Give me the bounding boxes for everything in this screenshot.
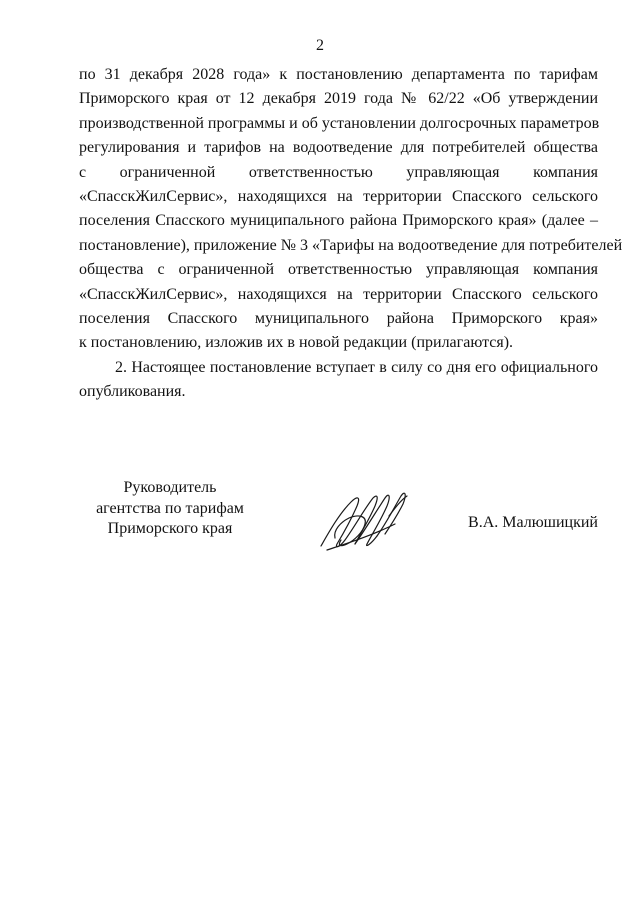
text-line: поселения Спасского муниципального района Приморского края» (далее – — [79, 212, 598, 230]
handwritten-signature — [315, 486, 415, 558]
text-line: к постановлению, изложив их в новой редакции (прилагаются). — [79, 334, 514, 352]
text-line: 2. Настоящее постановление вступает в силу со дня его официального — [115, 358, 598, 376]
text-line: с ограниченной ответственностью управляющая компания — [79, 163, 598, 181]
text-line: регулирования и тарифов на водоотведение для потребителей общества — [79, 139, 598, 157]
page-number: 2 — [316, 37, 324, 54]
text-line: Приморского края от 12 декабря 2019 года № 62/22 «Об утверждении — [79, 90, 598, 108]
signer-title-line: Руководитель — [123, 479, 217, 496]
text-line: постановление), приложение № 3 «Тарифы на водоотведение для потребителей — [79, 236, 623, 254]
signer-title-line: Приморского края — [107, 520, 233, 537]
text-line: «СпасскЖилСервис», находящихся на территории Спасского сельского — [79, 187, 598, 205]
text-line: опубликования. — [79, 383, 186, 401]
text-line: общества с ограниченной ответственностью управляющая компания — [79, 261, 598, 279]
text-line: по 31 декабря 2028 года» к постановлению департамента по тарифам — [79, 66, 598, 83]
signer-name: В.А. Малюшицкий — [468, 514, 598, 531]
text-line: поселения Спасского муниципального района Приморского края» — [79, 309, 598, 327]
text-line: производственной программы и об установлении долгосрочных параметров — [79, 114, 600, 132]
text-line: «СпасскЖилСервис», находящихся на территории Спасского сельского — [79, 285, 598, 303]
signature-block — [60, 478, 600, 568]
signer-title-line: агентства по тарифам — [96, 499, 244, 517]
document-body — [79, 63, 623, 404]
signer-title — [84, 478, 256, 540]
